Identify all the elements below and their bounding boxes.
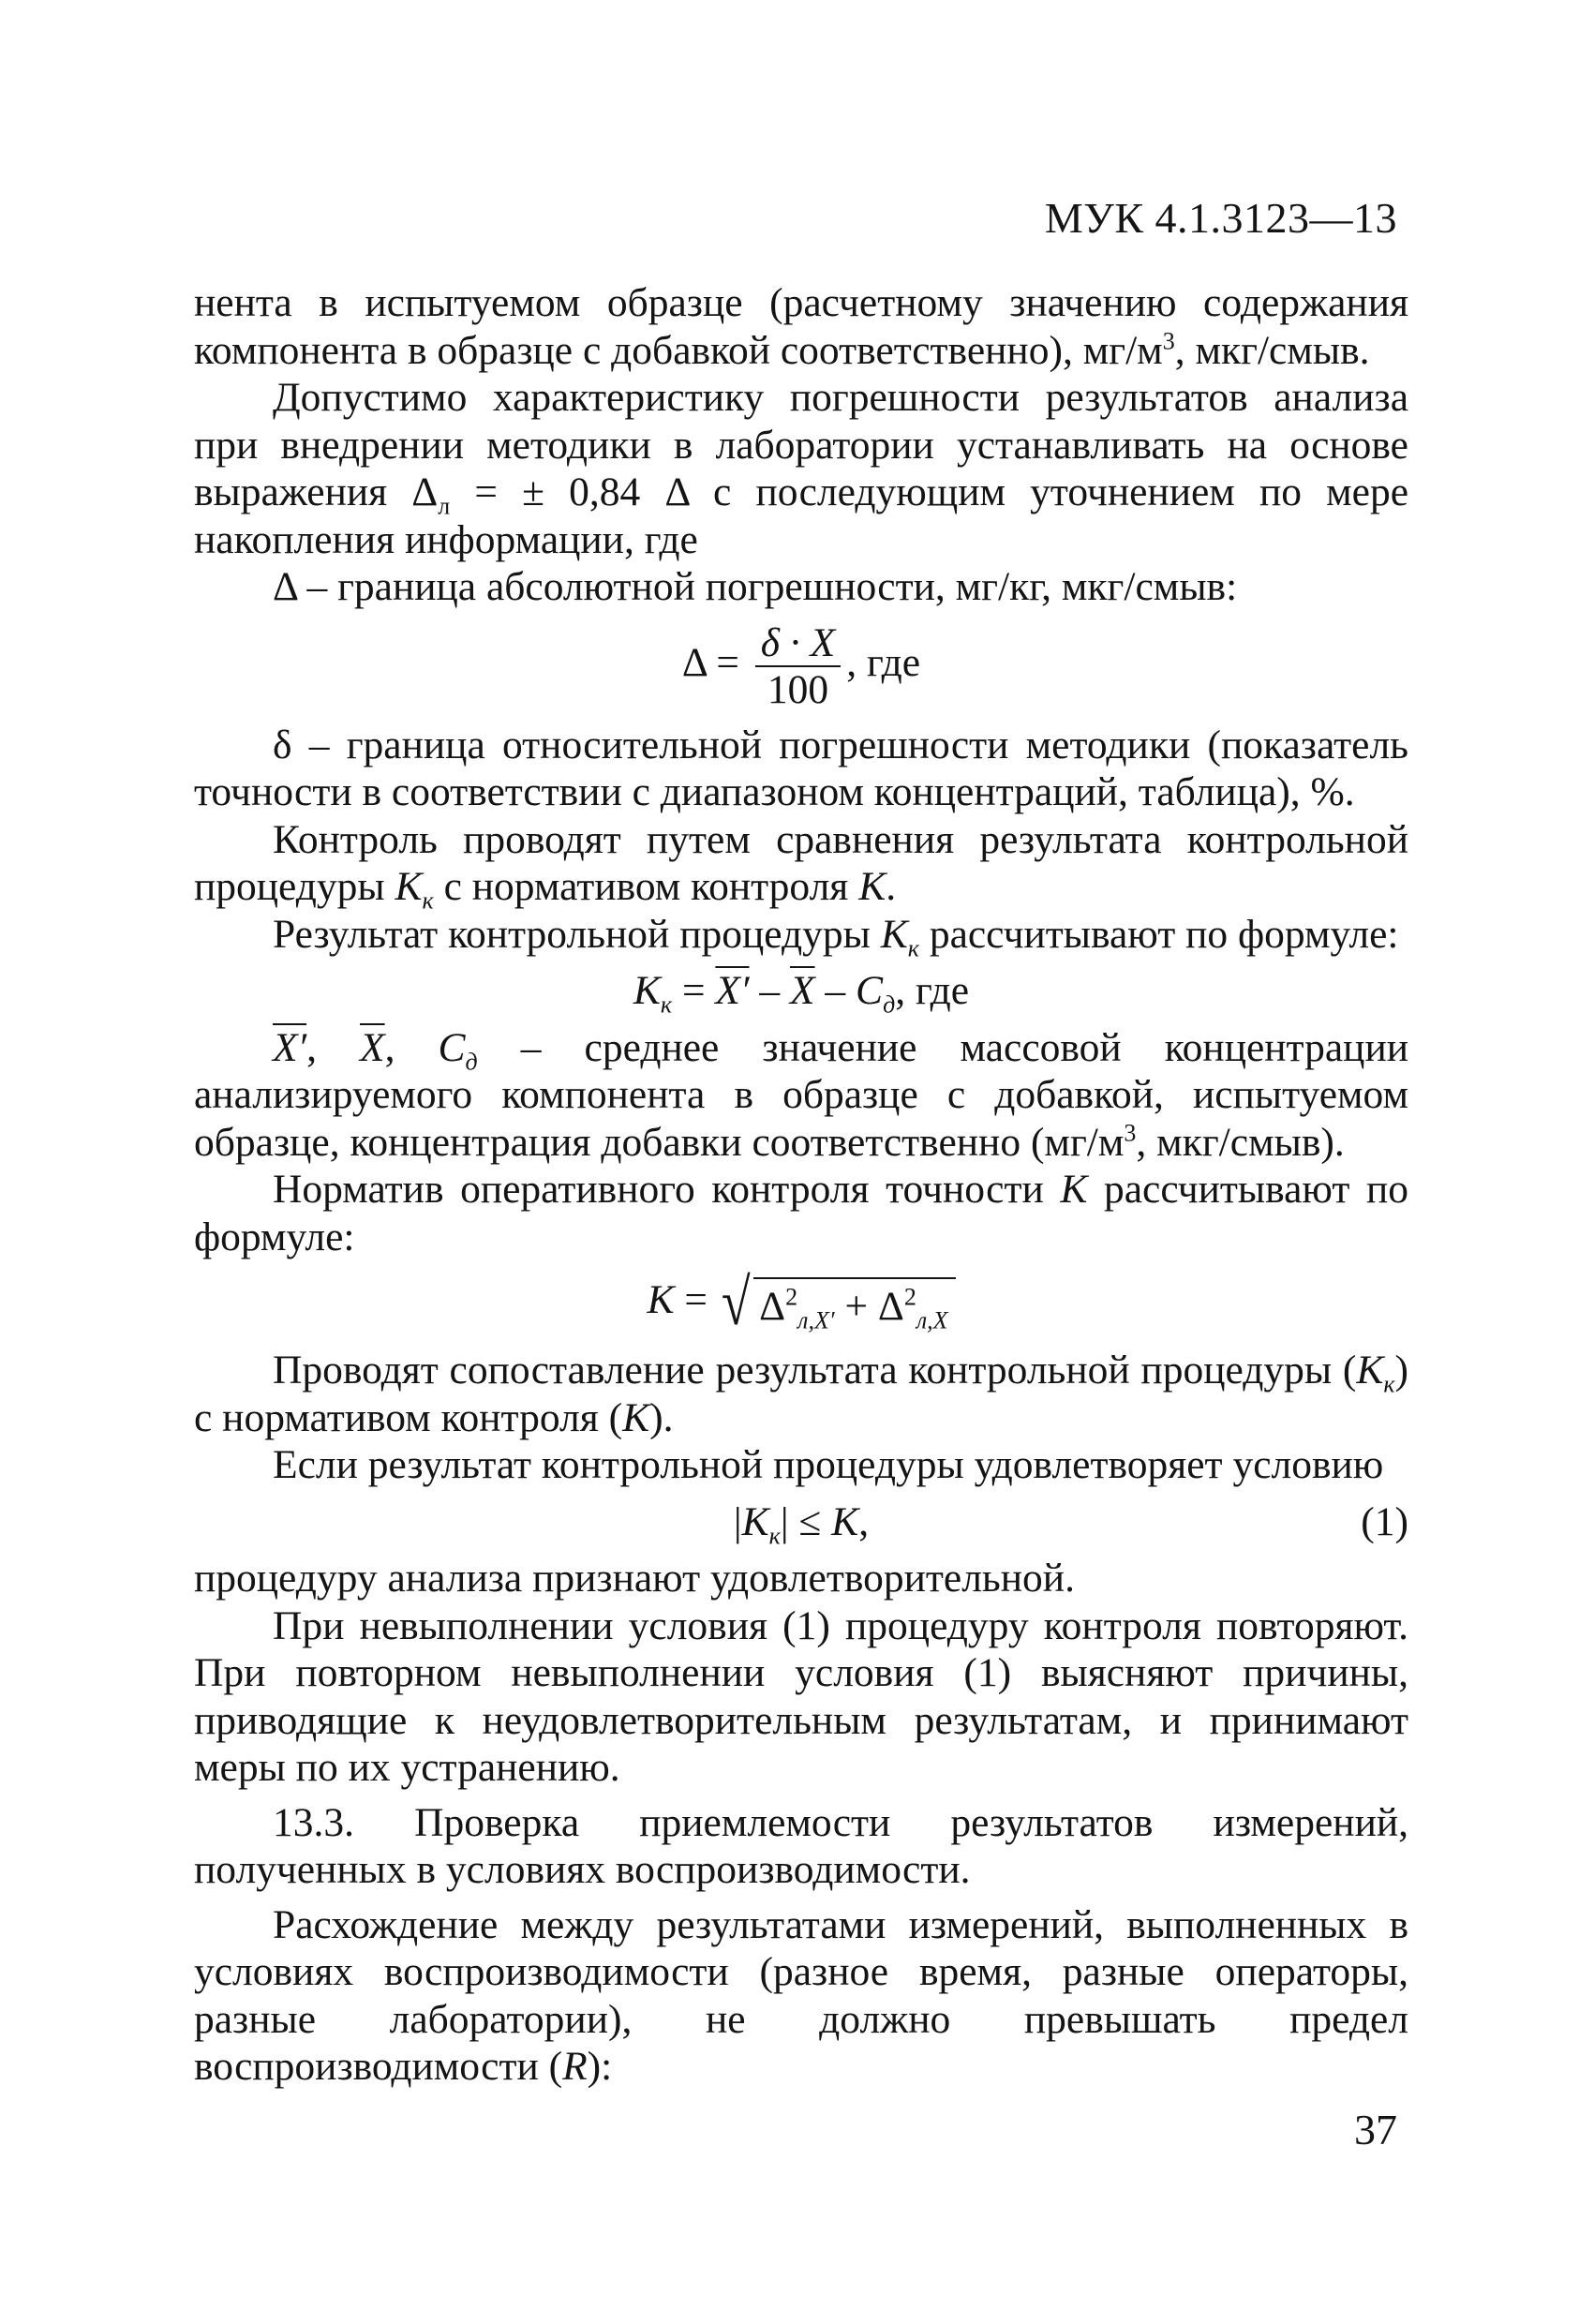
document-body [194,279,1408,2091]
paragraph-repeat-control: При невыполнении условия (1) процедуру контроля повторяют. При повторном невыполнении условия (1) выясняют причины, приводящие к неудовлетворительным результатам, и принимают меры по их устранению. [194,1602,1408,1790]
fraction: $\frac{\delta \cdot X}{100}$ [755,620,841,712]
paragraph-variable-definitions: X′, $\overline{X}$, $C_д$ – среднее значение массовой концентрации анализируемого компонента в образце с добавкой, испытуемом образце, концентрация добавки соответственно ($мг/м^3$, мкг/смыв). [194,1024,1408,1165]
square-root: √ $\Delta^2_{л,X'} + \Delta^2_{л,X}$ [718,1275,956,1332]
formula-condition-1: $|K_к| \le K$, (1) [733,1498,1408,1550]
paragraph-error-characteristic: Допустимо характеристику погрешности результатов анализа при внедрении методики в лаборатории устанавливать на основе выражения $\Delta_л$ = ± 0,84 Δ с последующим уточнением по мере накопления информации, где [194,375,1409,562]
paragraph-reproducibility: Расхождение между результатами измерений, выполненных в условиях воспроизводимости (разное время, разные операторы, разные лаборатории), не должно превышать предел воспроизводимости (R): [194,1901,1408,2089]
paragraph-control-comparison: Контроль проводят путем сравнения результата контрольной процедуры $K_к$ с нормативом контроля K. [194,816,1408,915]
formula-control-result: $K_к = X' - \overline{X} - C_д$, где [633,968,970,1019]
paragraph-comparison: Проводят сопоставление результата контрольной процедуры $(K_к)$ с нормативом контроля (K). [194,1348,1408,1440]
paragraph-control-result: Результат контрольной процедуры $K_к$ рассчитывают по формуле: [273,911,1399,962]
formula-delta: Δ = $\frac{\delta \cdot X}{100}$ , где [681,619,921,712]
section-heading-13-3: 13.3. Проверка приемлемости результатов измерений, полученных в условиях воспроизводимости. [194,1799,1408,1892]
paragraph-norm: Норматив оперативного контроля точности K рассчитывают по формуле: [194,1167,1408,1259]
paragraph-satisfactory: процедуру анализа признают удовлетворительной. [194,1556,1075,1601]
document-code-header: МУК 4.1.3123—13 [1044,194,1397,242]
paragraph-condition: Если результат контрольной процедуры удовлетворяет условию [273,1442,1384,1487]
paragraph-relative-error: δ – граница относительной погрешности методики (показатель точности в соответствии с диапазоном концентраций, таблица), %. [194,722,1408,814]
formula-norm: K = √ $\Delta^2_{л,X'} + \Delta^2_{л,X}$ [194,1275,1408,1332]
paragraph-continuation: нента в испытуемом образце (расчетному значению содержания компонента в образце с добавкой соответственно), $мг/м^3$, мкг/смыв. [194,280,1408,373]
paragraph-delta-definition: Δ – граница абсолютной погрешности, мг/кг, мкг/смыв: [273,564,1238,609]
page-number: 37 [1354,2106,1397,2153]
equation-number: (1) [1361,1498,1408,1544]
